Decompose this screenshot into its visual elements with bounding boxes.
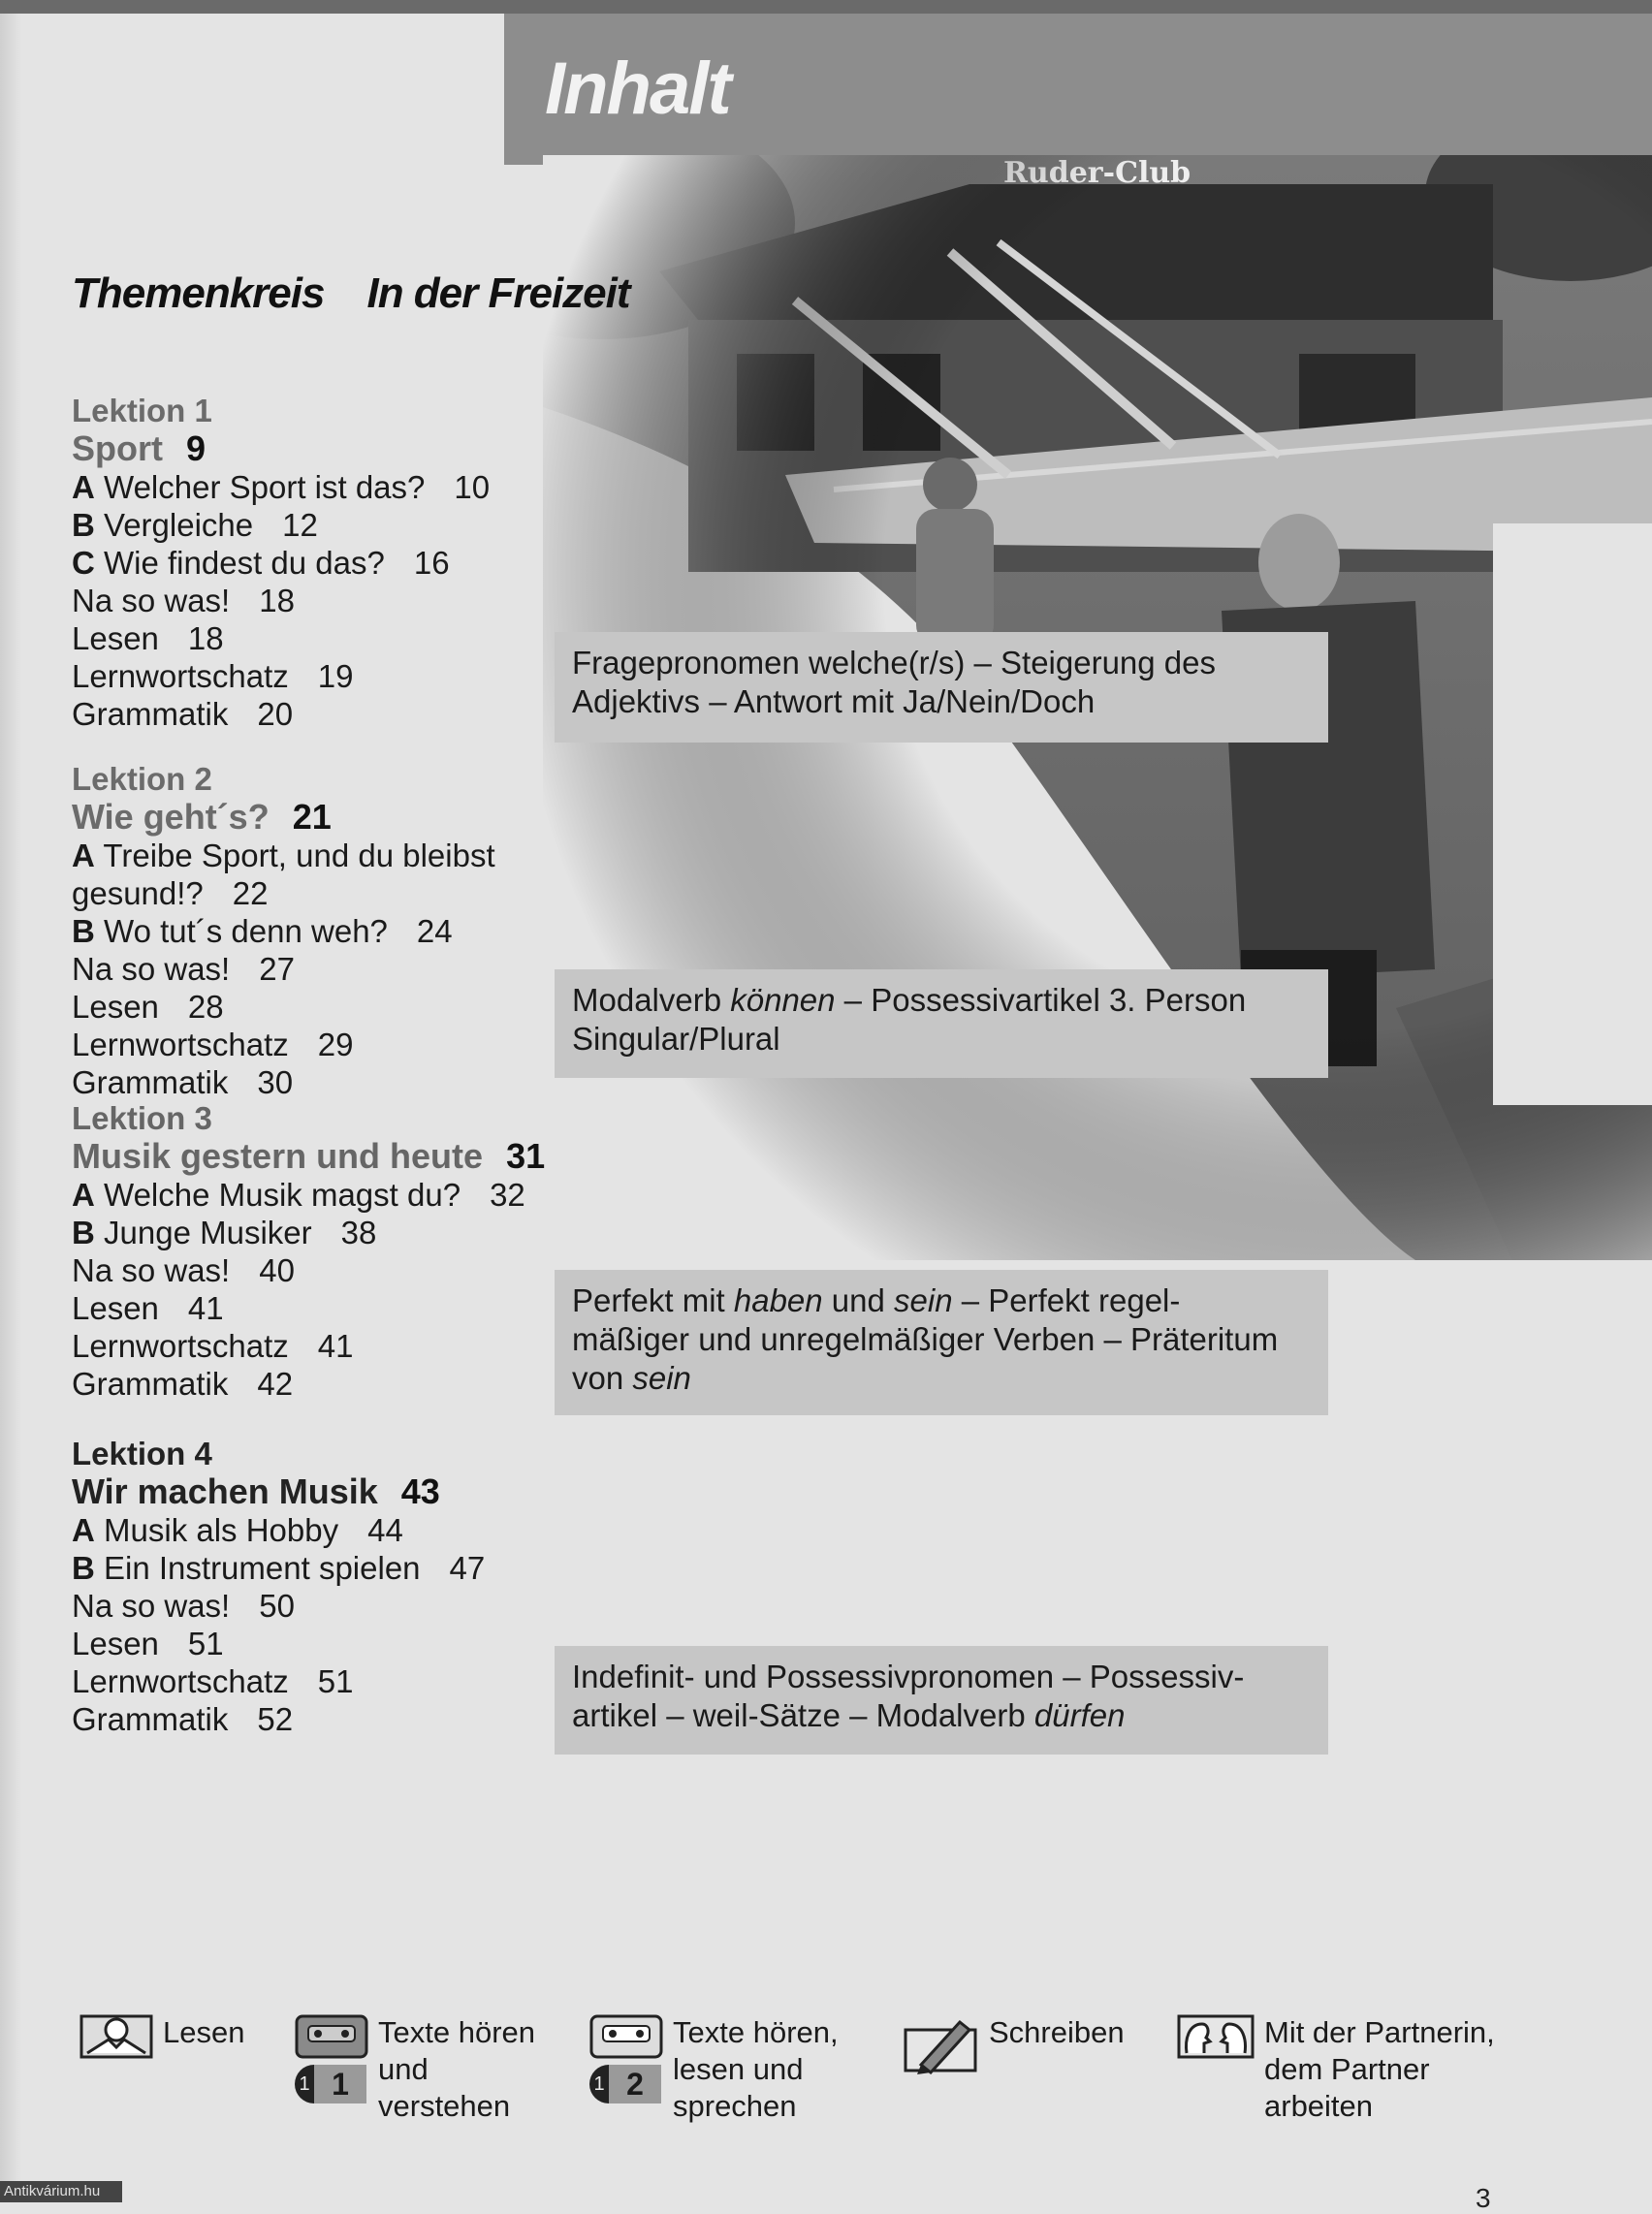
lesson-2 bbox=[72, 760, 615, 1101]
reading-icon bbox=[79, 2014, 153, 2059]
legend-label: Lesen bbox=[163, 2015, 245, 2049]
theme-heading bbox=[72, 269, 630, 318]
list-item: Lesen 41 bbox=[72, 1290, 224, 1326]
legend-cassette-2 bbox=[589, 2014, 839, 2125]
theme-label: Themenkreis bbox=[72, 269, 325, 317]
page-title: Inhalt bbox=[545, 47, 730, 130]
list-item: Grammatik 20 bbox=[72, 696, 294, 732]
lesson-1 bbox=[72, 392, 615, 733]
partner-faces-icon bbox=[1177, 2014, 1255, 2059]
list-item: Lernwortschatz 51 bbox=[72, 1663, 354, 1699]
list-item: B Vergleiche 12 bbox=[72, 507, 318, 543]
lesson-page: 21 bbox=[292, 797, 332, 837]
list-item: Lesen 51 bbox=[72, 1626, 224, 1661]
top-edge bbox=[0, 0, 1652, 14]
page-number: 3 bbox=[1476, 2183, 1491, 2213]
theme-title: In der Freizeit bbox=[366, 269, 630, 317]
list-item: Grammatik 30 bbox=[72, 1064, 294, 1100]
lesson-title: Wir machen Musik 43 bbox=[72, 1471, 440, 1511]
lesson-page: 9 bbox=[186, 428, 206, 468]
list-item: Lesen 28 bbox=[72, 989, 224, 1025]
list-item: Na so was! 50 bbox=[72, 1588, 295, 1624]
lesson-number: Lektion 2 bbox=[72, 761, 212, 797]
cd-badge: 1 1 bbox=[295, 2065, 368, 2103]
list-item: B Junge Musiker 38 bbox=[72, 1215, 377, 1250]
lesson-number: Lektion 1 bbox=[72, 393, 212, 428]
list-item: Na so was! 40 bbox=[72, 1252, 295, 1288]
cassette-icon bbox=[589, 2014, 663, 2059]
list-item: B Ein Instrument spielen 47 bbox=[72, 1550, 486, 1586]
page-shadow bbox=[0, 14, 21, 2202]
grammar-box-4: Indefinit- und Possessivpronomen – Possessiv- artikel – weil-Sätze – Modalverb dürfen bbox=[555, 1646, 1328, 1755]
legend-reading bbox=[79, 2014, 244, 2059]
legend-label: Texte hören, lesen und sprechen bbox=[673, 2015, 839, 2123]
lesson-number: Lektion 3 bbox=[72, 1100, 212, 1136]
lesson-3 bbox=[72, 1099, 615, 1403]
list-item: Grammatik 52 bbox=[72, 1701, 294, 1737]
list-item: Lernwortschatz 19 bbox=[72, 658, 354, 694]
lesson-4 bbox=[72, 1435, 615, 1738]
list-item: Lernwortschatz 29 bbox=[72, 1027, 354, 1062]
cassette-icon bbox=[295, 2014, 368, 2059]
legend-cassette-1 bbox=[295, 2014, 535, 2125]
legend-label: Mit der Partnerin, dem Partner arbeiten bbox=[1264, 2015, 1495, 2123]
lesson-number: Lektion 4 bbox=[72, 1436, 212, 1471]
lesson-title: Musik gestern und heute 31 bbox=[72, 1136, 546, 1176]
grammar-box-2: Modalverb können – Possessivartikel 3. Person Singular/Plural bbox=[555, 969, 1328, 1078]
list-item: A Treibe Sport, und du bleibst gesund!? 22 bbox=[72, 838, 495, 911]
list-item: Lernwortschatz 41 bbox=[72, 1328, 354, 1364]
list-item: Grammatik 42 bbox=[72, 1366, 294, 1402]
lesson-page: 31 bbox=[506, 1136, 546, 1176]
list-item: C Wie findest du das? 16 bbox=[72, 545, 450, 581]
grammar-box-1: Fragepronomen welche(r/s) – Steigerung des Adjektivs – Antwort mit Ja/Nein/Doch bbox=[555, 632, 1328, 743]
list-item: Na so was! 18 bbox=[72, 583, 295, 618]
list-item: A Welche Musik magst du? 32 bbox=[72, 1177, 525, 1213]
grammar-box-3: Perfekt mit haben und sein – Perfekt regel- mäßiger und unregelmäßiger Verben – Präteritum von sein bbox=[555, 1270, 1328, 1415]
legend-label: Schreiben bbox=[989, 2015, 1125, 2049]
lesson-page: 43 bbox=[400, 1471, 440, 1511]
legend-writing bbox=[904, 2014, 1125, 2074]
legend-label: Texte hören und verstehen bbox=[378, 2015, 535, 2123]
pencil-icon bbox=[904, 2014, 979, 2074]
list-item: Lesen 18 bbox=[72, 620, 224, 656]
list-item: Na so was! 27 bbox=[72, 951, 295, 987]
list-item: A Musik als Hobby 44 bbox=[72, 1512, 403, 1548]
watermark: Antikvárium.hu bbox=[0, 2181, 122, 2202]
list-item: B Wo tut´s denn weh? 24 bbox=[72, 913, 453, 949]
lesson-title: Wie geht´s? 21 bbox=[72, 797, 332, 837]
list-item: A Welcher Sport ist das? 10 bbox=[72, 469, 491, 505]
legend-partner bbox=[1177, 2014, 1495, 2125]
lesson-title: Sport 9 bbox=[72, 428, 206, 468]
cd-badge: 1 2 bbox=[589, 2065, 663, 2103]
